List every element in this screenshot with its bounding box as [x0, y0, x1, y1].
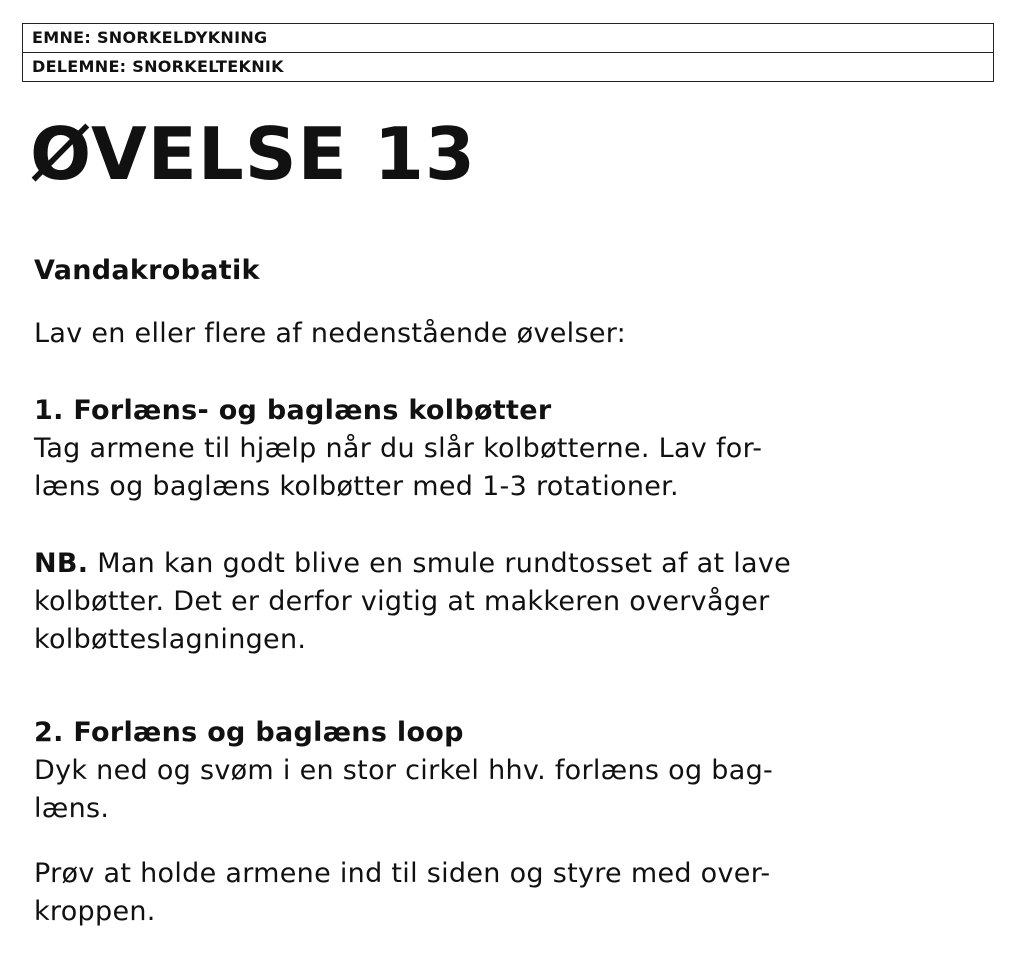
- exercise-1: [34, 392, 762, 506]
- exercise-2-text-line: læns.: [34, 793, 110, 824]
- exercise-2-text-line: Dyk ned og svøm i en stor cirkel hhv. forlæns og bag-: [34, 755, 774, 786]
- exercise-1-text-line: Tag armene til hjælp når du slår kolbøtterne. Lav for-: [34, 433, 763, 464]
- page-title: ØVELSE 13: [30, 112, 477, 196]
- topic-header: [22, 23, 994, 82]
- exercise-2-heading: 2. Forlæns og baglæns loop: [34, 717, 464, 748]
- exercise-2-tip: [34, 855, 770, 931]
- topic-label: EMNE: SNORKELDYKNING: [32, 28, 268, 47]
- exercise-2: [34, 714, 773, 828]
- note-block: [34, 545, 791, 659]
- note-line: kolbøtteslagningen.: [34, 624, 307, 655]
- intro-text: Lav en eller flere af nedenstående øvelser:: [34, 318, 627, 349]
- note-line: kolbøtter. Det er derfor vigtig at makkeren overvåger: [34, 586, 770, 617]
- note-line: [34, 545, 791, 583]
- exercise-2-tip-line: kroppen.: [34, 896, 156, 927]
- exercise-1-heading: 1. Forlæns- og baglæns kolbøtter: [34, 395, 552, 426]
- note-text: Man kan godt blive en smule rundtosset af at lave: [88, 548, 792, 579]
- exercise-1-text-line: læns og baglæns kolbøtter med 1-3 rotationer.: [34, 471, 679, 502]
- exercise-2-tip-line: Prøv at holde armene ind til siden og styre med over-: [34, 858, 771, 889]
- section-subtitle: Vandakrobatik: [34, 255, 260, 286]
- note-label: NB.: [34, 548, 89, 579]
- subtopic-label: DELEMNE: SNORKELTEKNIK: [23, 52, 993, 81]
